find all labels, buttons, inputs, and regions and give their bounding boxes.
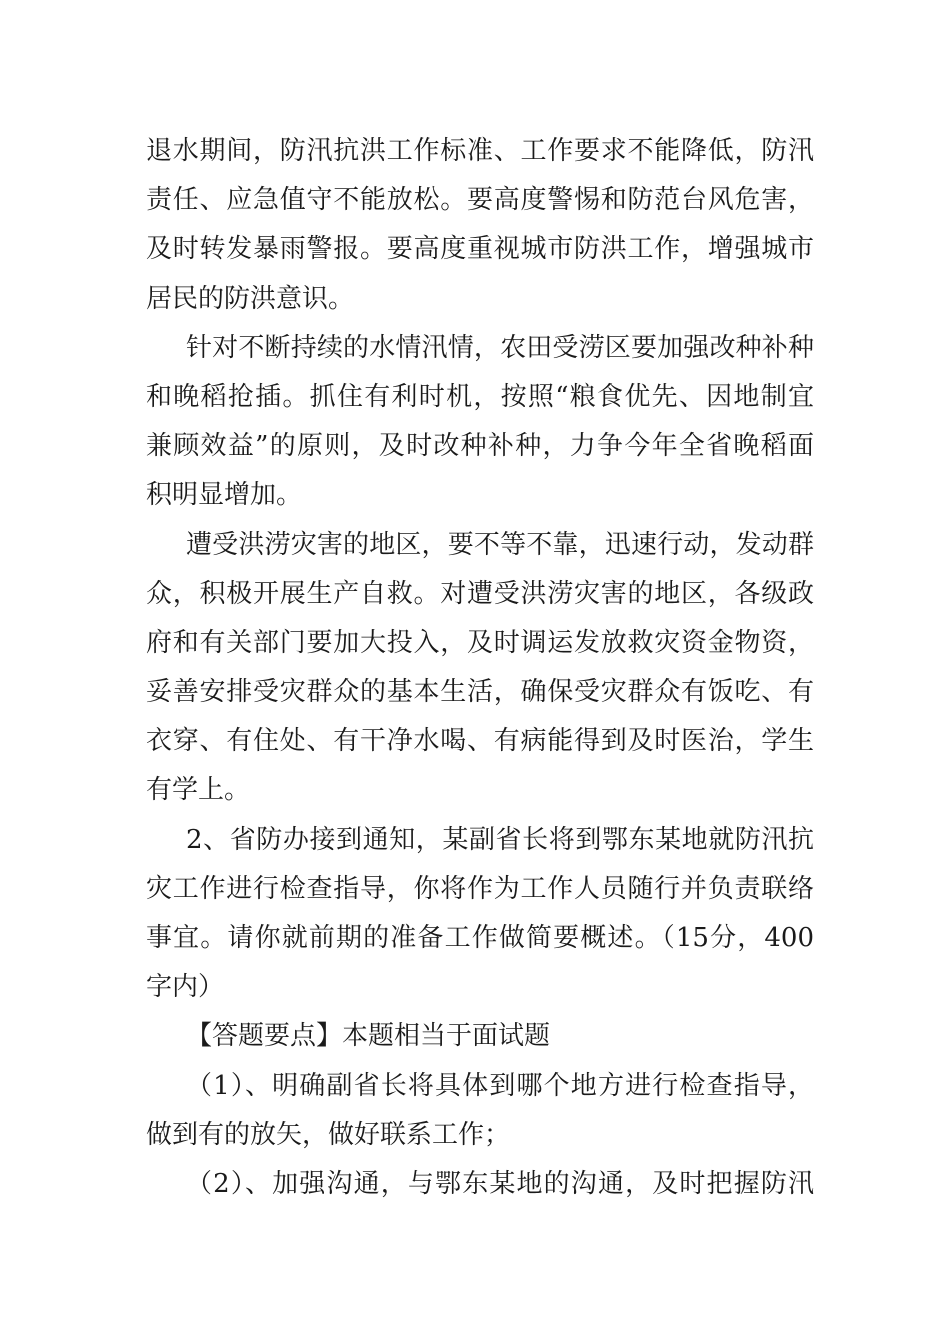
text-line: 积明显增加。: [146, 480, 303, 511]
text-line: 府和有关部门要加大投入，及时调运发放救灾资金物资，: [146, 627, 814, 658]
text-line: 事宜。请你就前期的准备工作做简要概述。（15分，400: [146, 923, 814, 953]
text-line: 众，积极开展生产自救。对遭受洪涝灾害的地区，各级政: [146, 578, 814, 609]
text-line: 居民的防洪意识。: [146, 283, 355, 314]
text-line: 责任、应急值守不能放松。要高度警惕和防范台风危害，: [146, 185, 814, 216]
text-line: 2、省防办接到通知，某副省长将到鄂东某地就防汛抗: [186, 824, 814, 855]
text-line: 字内）: [146, 972, 225, 1003]
text-line: 衣穿、有住处、有干净水喝、有病能得到及时医治，学生: [146, 726, 814, 757]
text-line: 退水期间，防汛抗洪工作标准、工作要求不能降低，防汛: [146, 136, 814, 166]
text-line: 针对不断持续的水情汛情，农田受涝区要加强改种补种: [186, 332, 814, 363]
text-line: （2）、加强沟通，与鄂东某地的沟通，及时把握防汛: [186, 1168, 814, 1199]
text-line: 有学上。: [146, 775, 251, 806]
text-line: 及时转发暴雨警报。要高度重视城市防洪工作，增强城市: [146, 234, 814, 265]
body-text: [146, 127, 814, 1209]
text-line: 妥善安排受灾群众的基本生活，确保受灾群众有饭吃、有: [146, 677, 814, 708]
text-line: 做到有的放矢，做好联系工作；: [146, 1119, 511, 1150]
text-line: 兼顾效益”的原则，及时改种补种，力争今年全省晚稻面: [146, 431, 814, 462]
text-line: （1）、明确副省长将具体到哪个地方进行检查指导，: [186, 1070, 814, 1101]
text-line: 灾工作进行检查指导，你将作为工作人员随行并负责联络: [146, 873, 814, 904]
text-line: 遭受洪涝灾害的地区，要不等不靠，迅速行动，发动群: [186, 529, 814, 560]
text-line: 【答题要点】本题相当于面试题: [186, 1021, 551, 1052]
text-line: 和晚稻抢插。抓住有利时机，按照“粮食优先、因地制宜: [146, 381, 814, 412]
